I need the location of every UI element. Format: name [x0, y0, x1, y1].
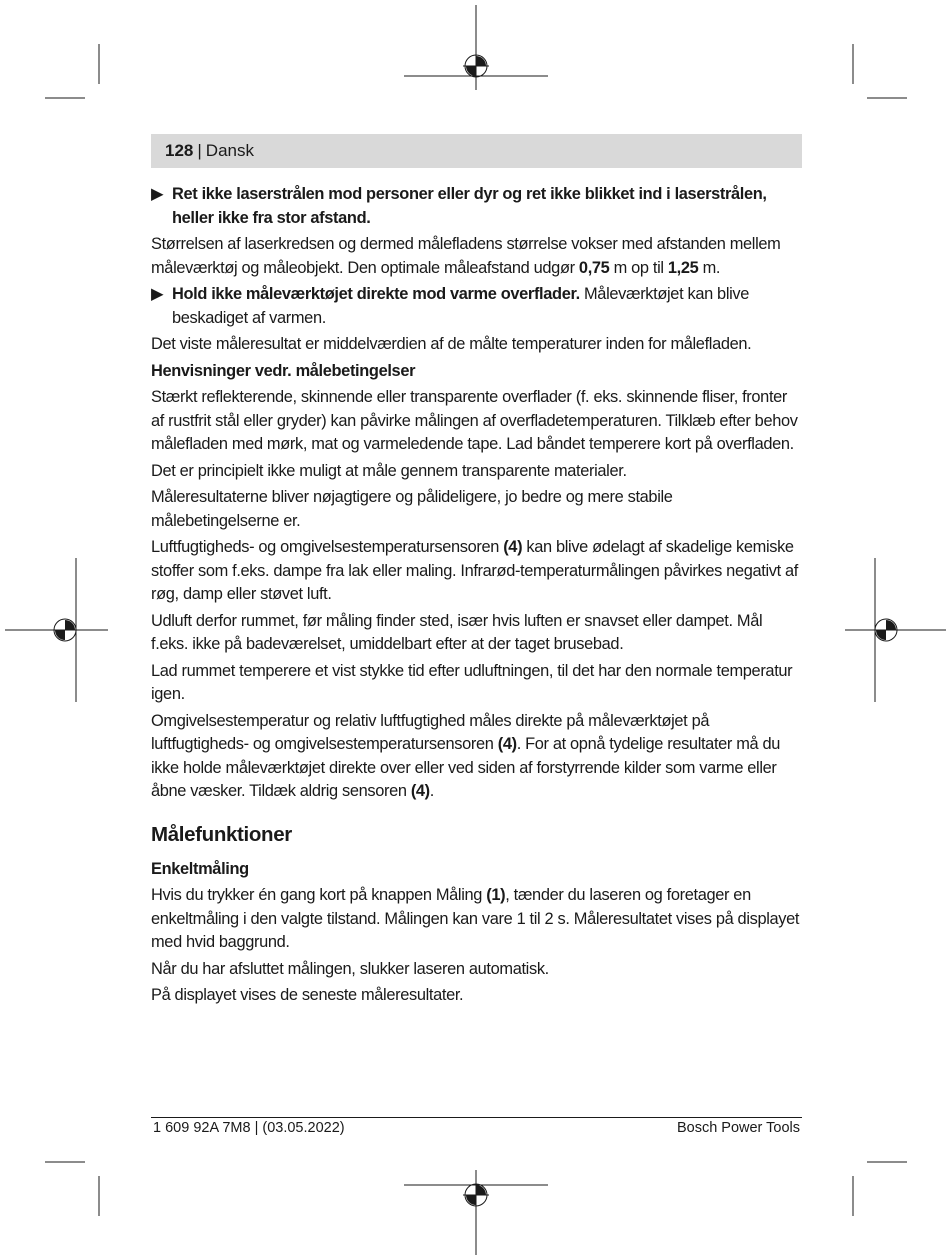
- paragraph-ambient: Omgivelsestemperatur og relativ luftfugtighed måles direkte på måleværktøjet på luftfugtigheds- og omgivelsestemperatursensoren (4). For at opnå tydelige resultater må du ikke holde måleværktøjet direkte over eller ved siden af forstyrrende kilder som varme eller åbne væsker. Tildæk aldrig sensoren (4).: [151, 711, 781, 800]
- paragraph-single-measurement: Hvis du trykker én gang kort på knappen Måling (1), tænder du laseren og foretager en enkeltmåling i den valgte tilstand. Målingen kan vare 1 til 2 s. Måleresultatet vises på displayet med hvid baggrund.: [151, 886, 800, 951]
- footer-brand: Bosch Power Tools: [676, 1120, 800, 1136]
- paragraph-laser-off: Når du har afsluttet målingen, slukker laseren automatisk.: [151, 959, 549, 978]
- paragraph-latest-results: På displayet vises de seneste måleresultater.: [151, 986, 464, 1004]
- subheading-conditions: Henvisninger vedr. målebetingelser: [151, 361, 416, 380]
- page-number: 128: [165, 141, 194, 160]
- paragraph-distance: Størrelsen af laserkredsen og dermed målefladens størrelse vokser med afstanden mellem måleværktøj og måleobjekt. Den optimale måleafstand udgør 0,75 m op til 1,25 m.: [151, 235, 781, 277]
- warning-laser-text: Ret ikke laserstrålen mod personer eller dyr og ret ikke blikket ind i laserstrålen, heller ikke fra stor afstand.: [172, 185, 767, 227]
- subheading-single-measurement: Enkeltmåling: [151, 859, 249, 878]
- right-triangle-icon: ▶: [151, 285, 164, 303]
- paragraph-transparent: Det er principielt ikke muligt at måle gennem transparente materialer.: [151, 461, 627, 480]
- paragraph-ventilate: Udluft derfor rummet, før måling finder sted, især hvis luften er snavset eller dampet. Mål f.eks. ikke på badeværelset, umiddelbart efter at der taget brusebad.: [151, 611, 763, 653]
- warning-bullet-laser: [151, 183, 802, 230]
- header-language: Dansk: [205, 141, 254, 160]
- header-separator: |: [197, 141, 202, 160]
- warning-bullet-hot-surfaces: ▶ Hold ikke måleværktøjet direkte mod varme overflader. Måleværktøjet kan blive beskadiget af varmen.: [151, 285, 750, 327]
- footer-document-id: 1 609 92A 7M8 | (03.05.2022): [153, 1120, 345, 1136]
- paragraph-sensor-damage: Luftfugtigheds- og omgivelsestemperatursensoren (4) kan blive ødelagt af skadelige kemiske stoffer som f.eks. dampe fra lak eller maling. Infrarød-temperaturmålingen påvirkes negativt af røg, damp eller støvet luft.: [151, 538, 798, 603]
- page-body: [151, 183, 802, 1011]
- section-heading-functions: Målefunktioner: [151, 822, 292, 846]
- footer-rule: [151, 1117, 802, 1118]
- paragraph-stability: Måleresultaterne bliver nøjagtigere og pålideligere, jo bedre og mere stabile målebetingelserne er.: [151, 488, 673, 530]
- page-header: [151, 134, 802, 168]
- right-triangle-icon: ▶: [151, 185, 164, 203]
- paragraph-reflective: Stærkt reflekterende, skinnende eller transparente overflader (f. eks. skinnende fliser, fronter af rustfrit stål eller gryder) kan påvirke målingen af overfladetemperaturen. Tilklæb efter behov målefladen med mørk, mat og varmeledende tape. Lad båndet temperere kort på overfladen.: [151, 388, 798, 453]
- paragraph-temper-room: Lad rummet temperere et vist stykke tid efter udluftningen, til det har den normale temperatur igen.: [151, 661, 793, 703]
- paragraph-average: Det viste måleresultat er middelværdien af de målte temperaturer inden for målefladen.: [151, 335, 752, 353]
